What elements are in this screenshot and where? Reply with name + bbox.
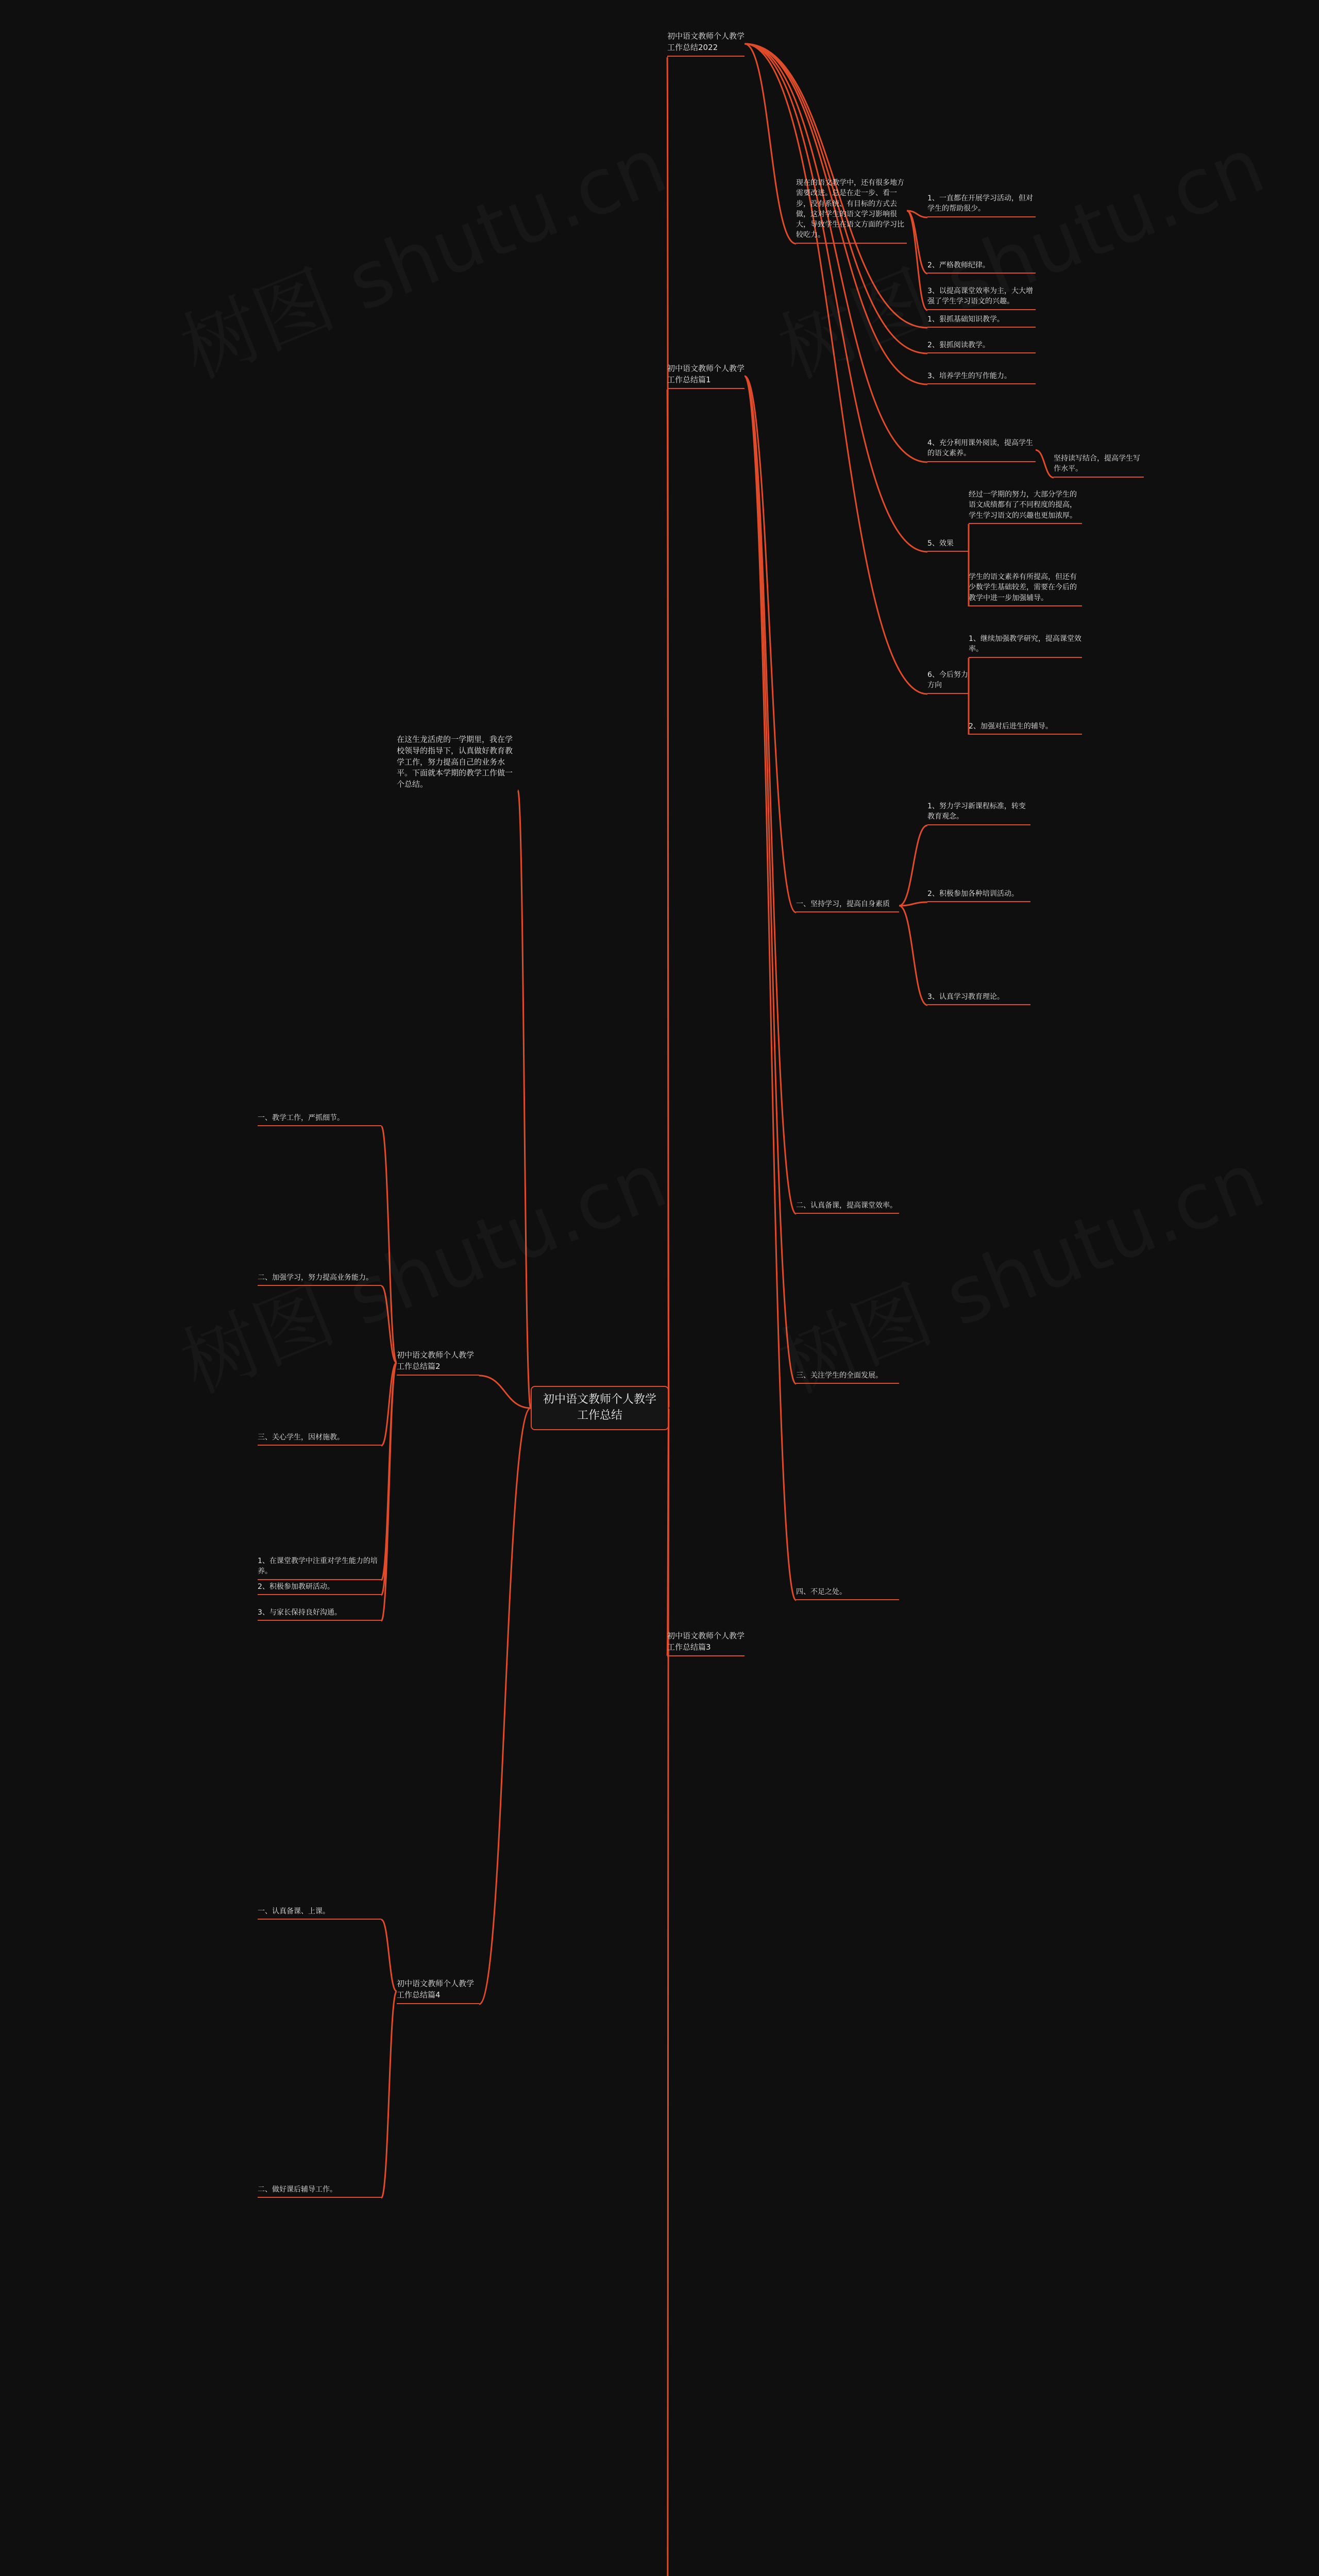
- child-node[interactable]: 6、今后努力方向: [927, 670, 969, 694]
- child-node[interactable]: 四、不足之处。: [796, 1587, 899, 1600]
- intro-paragraph[interactable]: 在这生龙活虎的一学期里，我在学校领导的指导下，认真做好教育教学工作，努力提高自己的业务水平。下面就本学期的教学工作做一个总结。: [397, 735, 513, 789]
- connector-line: [381, 1920, 397, 1991]
- child-node[interactable]: 3、培养学生的写作能力。: [927, 371, 1036, 384]
- child-node[interactable]: 3、与家长保持良好沟通。: [258, 1607, 381, 1621]
- connector-line: [479, 1408, 531, 2004]
- child-node[interactable]: 二、加强学习，努力提高业务能力。: [258, 1273, 381, 1286]
- leaf-node[interactable]: 2、积极参加各种培训活动。: [927, 889, 1030, 902]
- leaf-node[interactable]: 坚持读写结合，提高学生写作水平。: [1054, 453, 1144, 478]
- child-node[interactable]: 5、效果: [927, 538, 969, 552]
- branch-topic-2022[interactable]: 初中语文教师个人教学工作总结2022: [667, 31, 745, 57]
- connector-line: [745, 44, 927, 552]
- child-node[interactable]: 二、做好课后辅导工作。: [258, 2184, 381, 2198]
- child-node[interactable]: 一、坚持学习，提高自身素质: [796, 899, 899, 912]
- connector-line: [899, 825, 927, 906]
- connector-line: [745, 376, 796, 1384]
- connector-line: [518, 790, 531, 1408]
- connector-line: [381, 1991, 397, 2198]
- child-node[interactable]: 1、狠抓基础知识教学。: [927, 314, 1036, 328]
- leaf-node[interactable]: 1、一直都在开展学习活动，但对学生的帮助很少。: [927, 193, 1036, 217]
- child-node[interactable]: 三、关注学生的全面发展。: [796, 1370, 899, 1384]
- connector-line: [479, 1376, 531, 1408]
- leaf-node[interactable]: 学生的语文素养有所提高，但还有少数学生基础较差，需要在今后的教学中进一步加强辅导。: [969, 572, 1082, 606]
- connector-line: [1036, 450, 1054, 478]
- leaf-node[interactable]: 3、以提高课堂效率为主，大大增强了学生学习语文的兴趣。: [927, 286, 1036, 310]
- child-node[interactable]: 现在的语文教学中，还有很多地方需要改进。总是在走一步、看一步，没有系统、有目标的方式去做，这对学生的语文学习影响很大，导致学生在语文方面的学习比较吃力。: [796, 178, 907, 244]
- connector-lines: [381, 44, 1054, 2576]
- leaf-node[interactable]: 3、认真学习教育理论。: [927, 992, 1030, 1005]
- branch-topic-3[interactable]: 初中语文教师个人教学工作总结篇3: [667, 1631, 745, 1656]
- child-node[interactable]: 2、积极参加教研活动。: [258, 1582, 381, 1595]
- branch-topic-1[interactable]: 初中语文教师个人教学工作总结篇1: [667, 363, 745, 389]
- connector-line: [745, 44, 927, 694]
- branch-topic-2[interactable]: 初中语文教师个人教学工作总结篇2: [397, 1350, 479, 1376]
- child-node[interactable]: 1、在课堂教学中注重对学生能力的培养。: [258, 1556, 381, 1580]
- child-node[interactable]: 2、狠抓阅读教学。: [927, 340, 1036, 353]
- connector-line: [745, 44, 927, 462]
- child-node[interactable]: 一、教学工作，严抓细节。: [258, 1113, 381, 1126]
- connector-line: [907, 211, 927, 310]
- branch-topic-4[interactable]: 初中语文教师个人教学工作总结篇4: [397, 1978, 479, 2004]
- child-node[interactable]: 三、关心学生，因材施教。: [258, 1432, 381, 1446]
- leaf-node[interactable]: 经过一学期的努力，大部分学生的语文成绩都有了不同程度的提高，学生学习语文的兴趣也更加浓厚。: [969, 489, 1082, 524]
- connector-line: [745, 376, 796, 1600]
- child-node[interactable]: 4、充分利用课外阅读，提高学生的语文素养。: [927, 438, 1036, 462]
- child-node[interactable]: 一、认真备课、上课。: [258, 1906, 381, 1920]
- connector-line: [745, 376, 796, 912]
- root-topic[interactable]: 初中语文教师个人教学工作总结: [531, 1386, 669, 1430]
- leaf-node[interactable]: 1、努力学习新课程标准，转变教育观念。: [927, 801, 1030, 825]
- leaf-node[interactable]: 2、加强对后进生的辅导。: [969, 721, 1082, 735]
- connector-line: [899, 906, 927, 1005]
- connector-line: [745, 376, 796, 1214]
- leaf-node[interactable]: 2、严格教师纪律。: [927, 260, 1036, 274]
- child-node[interactable]: 二、认真备课，提高课堂效率。: [796, 1200, 899, 1214]
- leaf-node[interactable]: 1、继续加强教学研究，提高课堂效率。: [969, 634, 1082, 658]
